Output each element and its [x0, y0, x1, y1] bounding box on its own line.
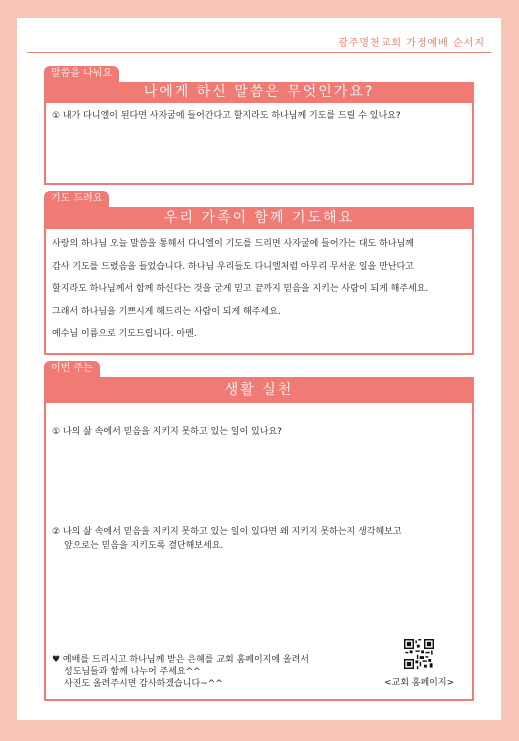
- section1-question: ① 내가 다니엘이 된다면 사자굴에 들어간다고 할지라도 하나님께 기도를 드릴 수 있나요?: [52, 111, 401, 121]
- prayer-line: 감사 기도를 드렸음을 들었습니다. 하나님 우리들도 다니엘처럼 아무리 무서운 일을 만난다고: [52, 261, 414, 272]
- question2-line2: 앞으로는 믿음을 지키도록 결단해보세요.: [64, 541, 224, 551]
- section1-answer-box: [44, 103, 474, 185]
- section2-prayer-box: [44, 229, 474, 355]
- prayer-line: 할지라도 하나님께서 함께 하신다는 것을 굳게 믿고 끝까지 믿음을 지키는 사람이 되게 해주세요.: [52, 284, 429, 294]
- homepage-note: [52, 654, 309, 690]
- section3-question2: [52, 525, 464, 553]
- header-divider: [27, 52, 491, 53]
- qr-caption: <교회 홈페이지>: [384, 678, 455, 688]
- section1-banner: 나에게 하신 말씀은 무엇인가요?: [44, 82, 474, 103]
- sheet-title: 광주명천교회 가정예배 순서지: [338, 38, 485, 49]
- prayer-text: [52, 233, 468, 346]
- note-line2: 성도님들과 함께 나누어 주세요^^: [64, 667, 201, 677]
- note-line3: 사진도 올려주시면 감사하겠습니다~^^: [64, 679, 223, 689]
- qr-code-icon[interactable]: [404, 639, 434, 669]
- section3-banner: 생활 실천: [44, 377, 474, 403]
- note-line1: ♥ 예배를 드리시고 하나님께 받은 은혜를 교회 홈페이지에 올려서: [52, 655, 310, 665]
- worship-sheet: [17, 18, 501, 720]
- prayer-line: 예수님 이름으로 기도드립니다. 아멘.: [52, 329, 197, 339]
- section2-banner: 우리 가족이 함께 기도해요: [44, 207, 474, 229]
- section3-question1: ① 나의 삶 속에서 믿음을 지키지 못하고 있는 일이 있나요?: [52, 427, 282, 437]
- prayer-line: 사랑의 하나님 오늘 말씀을 통해서 다니엘이 기도를 드리면 사자굴에 들어가는 대도 하나님께: [52, 239, 414, 249]
- prayer-line: 그래서 하나님을 기쁘시게 해드리는 사람이 되게 해주세요.: [52, 306, 281, 317]
- question2-line1: ② 나의 삶 속에서 믿음을 지키지 못하고 있는 일이 있다면 왜 지키지 못하는지 생각해보고: [52, 527, 402, 537]
- section1-tab: 말씀을 나눠요: [44, 66, 119, 82]
- section2-tab: 기도 드려요: [44, 191, 109, 207]
- section3-practice-box: [44, 403, 474, 701]
- section3-tab: 이번 주는: [44, 361, 100, 377]
